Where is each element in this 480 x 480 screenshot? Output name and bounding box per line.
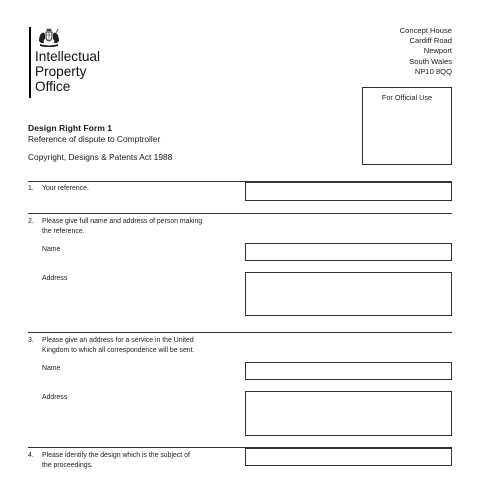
- name-label: Name: [42, 365, 61, 372]
- question-text-line: Your reference.: [42, 185, 89, 192]
- question-text-line: Please give an address for a service in the United: [42, 337, 194, 344]
- section-divider: [28, 332, 452, 333]
- official-use-label: For Official Use: [381, 93, 433, 102]
- question-number: 3.: [28, 337, 34, 344]
- address-line: Cardiff Road: [409, 36, 452, 46]
- address-line: South Wales: [409, 56, 452, 66]
- question-text: [42, 451, 242, 470]
- person-address-input[interactable]: [245, 272, 452, 316]
- name-label: Name: [42, 246, 61, 253]
- question-text-line: Kingdom to which all correspondence will be sent.: [42, 346, 195, 354]
- logo-line: Property: [35, 64, 87, 79]
- address-label: Address: [42, 394, 68, 401]
- question-number: 2.: [28, 218, 34, 225]
- question-number: 1.: [28, 185, 34, 192]
- logo-divider: [29, 27, 31, 98]
- question-text-line: the proceedings.: [42, 461, 93, 469]
- question-number: 4.: [28, 452, 34, 459]
- address-line: Concept House: [399, 26, 452, 35]
- question-text-line: Please identify the design which is the subject of: [42, 452, 190, 459]
- section-divider: [28, 213, 452, 214]
- form-act: Copyright, Designs & Patents Act 1988: [28, 152, 173, 162]
- service-address-input[interactable]: [245, 391, 452, 436]
- logo-wordmark: [35, 49, 100, 94]
- form-title: Design Right Form 1: [28, 123, 113, 133]
- address-line: Newport: [423, 46, 452, 56]
- logo-line: Intellectual: [35, 49, 100, 64]
- question-text-line: the reference.: [42, 227, 85, 235]
- your-reference-input[interactable]: [245, 182, 452, 201]
- form-subtitle: Reference of dispute to Comptroller: [28, 134, 161, 144]
- question-text: [42, 336, 242, 355]
- person-name-input[interactable]: [245, 243, 452, 261]
- question-text: [42, 184, 242, 194]
- royal-crest-icon: [36, 27, 62, 47]
- official-use-box: [362, 87, 452, 165]
- question-text-line: Please give full name and address of person making: [42, 218, 203, 225]
- question-text: [42, 217, 242, 236]
- service-name-input[interactable]: [245, 362, 452, 380]
- address-label: Address: [42, 275, 68, 282]
- design-identification-input[interactable]: [245, 448, 452, 466]
- address-line: NP10 8QQ: [414, 66, 452, 76]
- logo-line: Office: [35, 79, 71, 94]
- office-address: [400, 26, 452, 77]
